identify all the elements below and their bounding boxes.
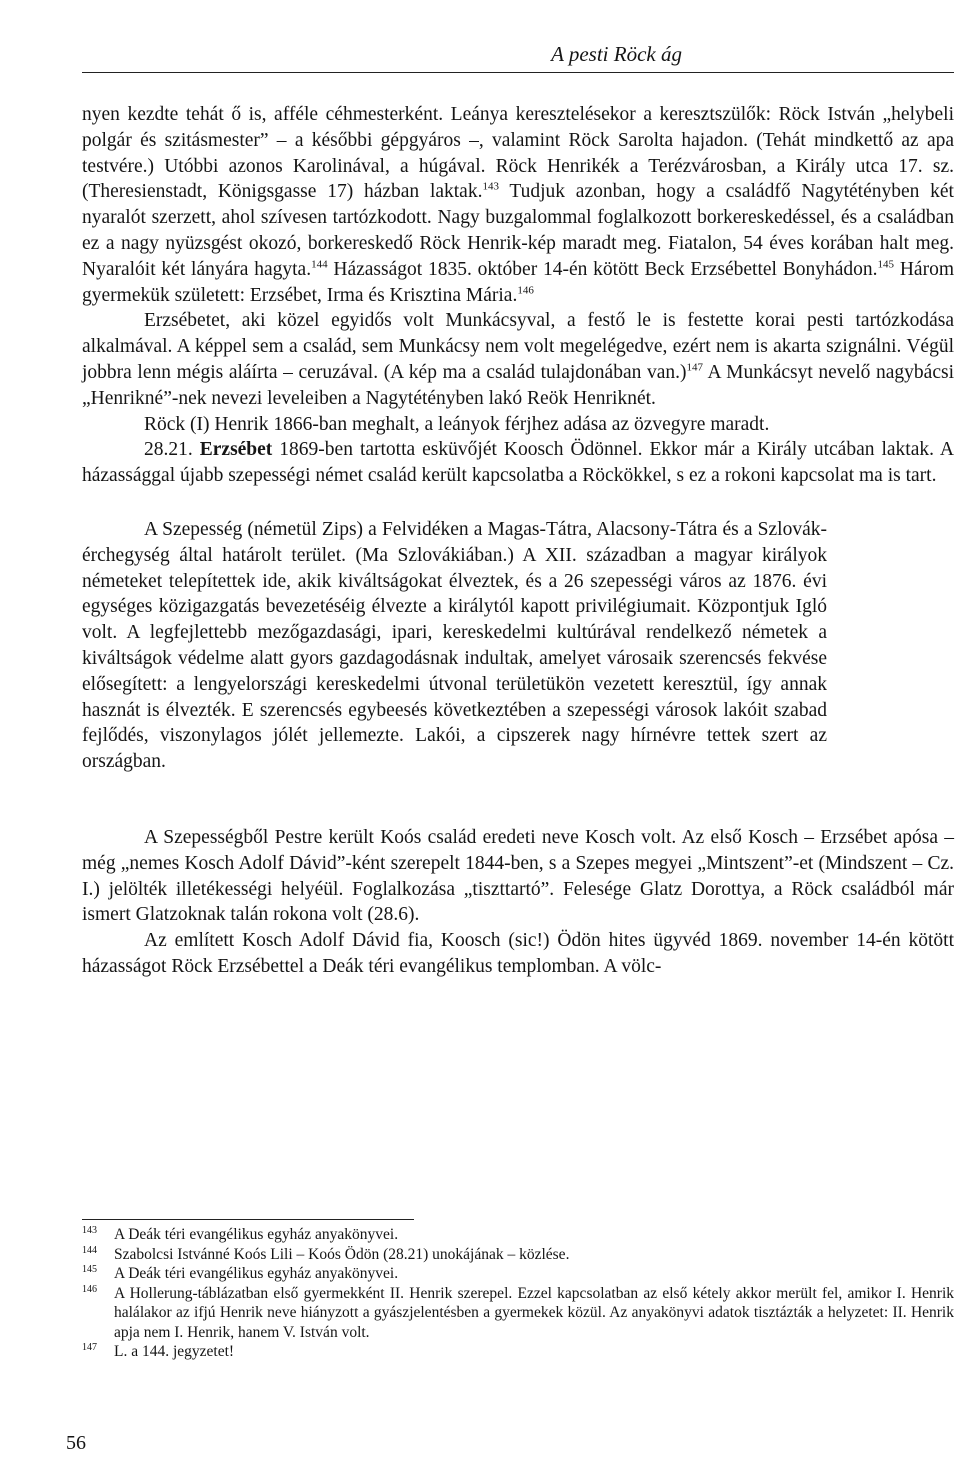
footnote-144 <box>82 1245 954 1265</box>
paragraph-2 <box>82 308 954 411</box>
paragraph-2-part-b: A Munkácsyt nevelő nagybácsi „Henrikné”-nek nevezi leveleiben a Nagytétényben lakó Reök Henriknét. <box>82 361 954 409</box>
footnote-ref-143: 143 <box>482 180 499 193</box>
paragraph-6: Az említett Kosch Adolf Dávid fia, Koosch (sic!) Ödön hites ügyvéd 1869. november 14-én kötött házasságot Röck Erzsébettel a Deák téri evangélikus templomban. A völc- <box>82 930 954 977</box>
szepesseg-block: A Szepesség (németül Zips) a Felvidéken a Magas-Tátra, Alacsony-Tátra és a Szlovák-érchegység által határolt terület. (Ma Szlovákiában.) A XII. században a magyar királyok németeket telepítettek ide, akik kiváltságokat élveztek, és a 26 szepességi város az 1876. évi egységes közigazgatás bevezetéséig élvezte a királytól kapott privilégiumait. Központjuk Igló volt. A legfejlettebb mezőgazdasági, ipari, kereskedelmi kultúrával rendelkező németek a kiváltságok védelme alatt gyors gazdagodásnak indultak, amelyet városaik szerencsés fekvése elősegített: a lengyelországi kereskedelmi útvonal területükön vezetett keresztül, így annak hasznát is élvezték. E szerencsés egybeesés következtében a szepességi városok lakóit szabad fejlődés, viszonylagos jólét jellemezte. Lakói, a cipszerek nagy hírnévre tettek szert az országban. <box>82 518 827 773</box>
paragraph-4-number: 28.21. <box>144 439 200 461</box>
spacer <box>82 775 954 825</box>
footnote-text: L. a 144. jegyzetet! <box>114 1343 235 1360</box>
page-number: 56 <box>66 1432 86 1454</box>
paragraph-4 <box>82 437 954 489</box>
paragraph-5: A Szepességből Pestre került Koós család eredeti neve Kosch volt. Az első Kosch – Erzsébet apósa – még „nemes Kosch Adolf Dávid”-ként szerepelt 1844-ben, s a Szepes megyei „Mintszent”-et (Mindszent – Cz. I.) jelölték illetékességi helyéül. Foglalkozása „tiszttartó”. Felesége Glatz Dorottya, a Röck családból már ismert Glatzoknak talán rokona volt (28.6). <box>82 826 954 926</box>
paragraph-1-part-d: Három gyermekük született: Erzsébet, Irma és Krisztina Mária. <box>82 258 954 306</box>
footnote-ref-146: 146 <box>517 284 534 297</box>
main-text <box>82 102 954 980</box>
footnote-number: 143 <box>82 1224 97 1236</box>
footnote-145 <box>82 1264 954 1284</box>
footnote-text: A Deák téri evangélikus egyház anyakönyvei. <box>114 1265 399 1282</box>
footnote-text: Szabolcsi Istvánné Koós Lili – Koós Ödön (28.21) unokájának – közlése. <box>114 1245 570 1263</box>
footnote-text: A Deák téri evangélikus egyház anyakönyvei. <box>114 1226 399 1243</box>
footnote-ref-144: 144 <box>311 258 328 271</box>
spacer <box>82 489 954 517</box>
footnote-ref-147: 147 <box>686 361 703 374</box>
paragraph-1 <box>82 102 954 308</box>
footnote-147 <box>82 1342 954 1362</box>
footnote-number: 147 <box>82 1341 97 1353</box>
footnote-number: 146 <box>82 1283 97 1295</box>
paragraph-3: Röck (I) Henrik 1866-ban meghalt, a leányok férjhez adása az özvegyre maradt. <box>144 413 770 435</box>
paragraph-2-part-a: Erzsébetet, aki közel egyidős volt Munkácsyval, a festő le is festette korai pesti tartózkodása alkalmával. A képpel sem a család, sem Munkácsy nem volt megelégedve, ezért nem is akarta szignálni. Végül jobbra lenn mégis aláírta – ceruzával. (A kép ma a család tulajdonában van.) <box>82 310 954 383</box>
footnote-number: 144 <box>82 1244 97 1256</box>
footnote-text: A Hollerung-táblázatban első gyermekként II. Henrik szerepel. Ezzel kapcsolatban az első kétely akkor merült fel, amikor I. Henrik halálakor az ifjú Henrik neve hiányzott a gyászjelentésben a gyermekek közül. Az anyakönyvi adatok tisztázták a helyzetet: II. Henrik apja nem I. Henrik, hanem V. István volt. <box>114 1284 954 1341</box>
footnote-143 <box>82 1225 954 1245</box>
footnote-number: 145 <box>82 1263 97 1275</box>
paragraph-1-part-b: Tudjuk azonban, hogy a családfő Nagytétényben két nyaralót szerzett, ahol szívesen tartózkodott. Nagy buzgalommal foglalkozott borkereskedéssel, és a családban ez a nagy nyüzsgést okozó, borkereskedő Röck Henrik-kép maradt meg. Fiatalon, 54 éves korában halt meg. Nyaralóit két lányára hagyta. <box>82 181 954 280</box>
footnotes <box>82 1225 954 1362</box>
running-header <box>82 42 954 67</box>
footnote-rule <box>82 1219 414 1220</box>
paragraph-4-name: Erzsébet <box>199 439 273 461</box>
paragraph-4-rest: 1869-ben tartotta esküvőjét Koosch Ödönnel. Ekkor már a Király utcában laktak. A házassággal újabb szepességi német család került kapcsolatba a Röckökkel, s ez a rokoni kapcsolat ma is tart. <box>82 439 954 487</box>
footnote-ref-145: 145 <box>877 258 895 271</box>
footnote-146 <box>82 1284 954 1343</box>
running-header-title: A pesti Röck ág <box>551 42 682 66</box>
header-rule <box>82 72 954 73</box>
paragraph-1-part-a: nyen kezdte tehát ő is, afféle céhmesterként. Leánya keresztelésekor a keresztszülők: Röck István „helybeli polgár és szitásmester” – a későbbi gépgyáros –, valamint Röck Sarolta hajadon. (Tehát mindkettő az apa testvére.) Utóbbi azonos Karolinával, a húgával. Röck Henrikék a Terézvárosban, a Király utca 17. sz. (Theresienstadt, Königsgasse 17) házban laktak. <box>82 104 954 203</box>
paragraph-1-part-c: Házasságot 1835. október 14-én kötött Beck Erzsébettel Bonyhádon. <box>327 258 878 280</box>
